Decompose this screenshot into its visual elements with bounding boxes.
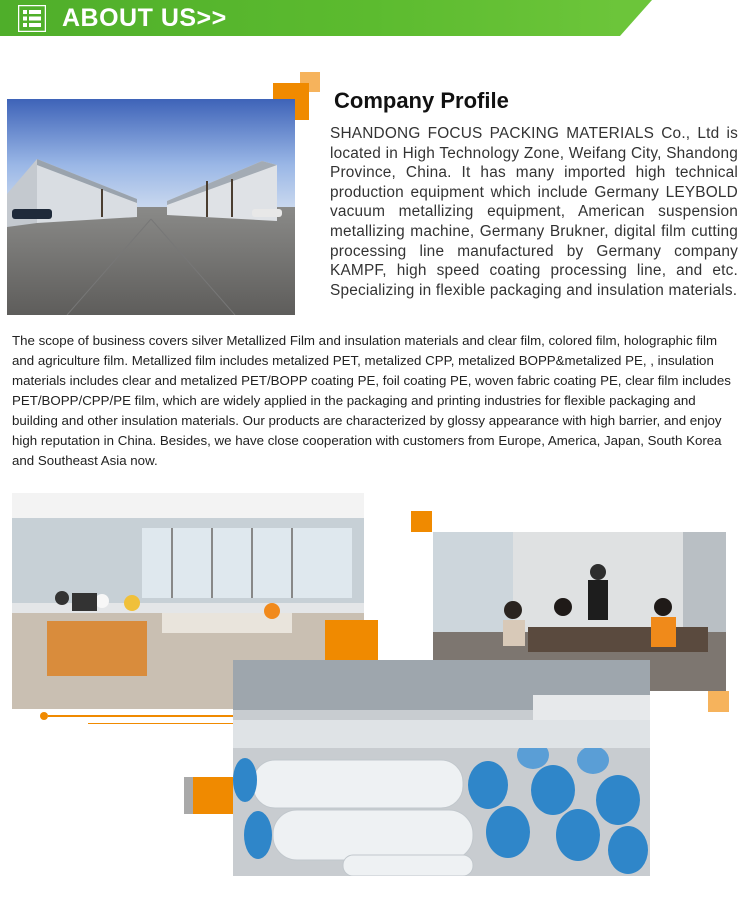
list-icon <box>18 5 46 32</box>
factory-photo <box>7 99 295 315</box>
accent-square <box>411 511 432 532</box>
banner-tail <box>620 0 652 36</box>
accent-square <box>708 691 729 712</box>
company-profile-text: SHANDONG FOCUS PACKING MATERIALS Co., Ltd is located in High Technology Zone, Weifang City, Shandong Province, China. It has many imported high technical production equipment which include Germany LEYBOLD vacuum metallizing equipment, American suspension metallizing machine, Germany Brukner, digital film cutting processing line manufactured by Germany company KAMPF, high speed coating processing line, and etc. Specializing in flexible packaging and insulation materials. <box>330 125 738 299</box>
banner-title: ABOUT US>> <box>62 4 227 32</box>
company-profile-title: Company Profile <box>334 88 509 113</box>
warehouse-photo <box>233 660 650 876</box>
about-us-banner <box>0 0 750 36</box>
accent-square <box>193 777 233 814</box>
business-scope-text: The scope of business covers silver Metallized Film and insulation materials and clear film, colored film, holographic film and agriculture film. Metallized film includes metalized PET, metalized CPP, metalized BOPP&metalized PE, , insulation materials includes clear and metalized PET/BOPP coating PE, foil coating PE, woven fabric coating PE, clear film includes PET/BOPP/CPP/PE film, which are widely applied in the packaging and printing industries for flexible packaging and building and other insulation materials. Our products are characterized by glossy appearance with high barrier, and enjoy high reputation in China. Besides, we have close cooperation with customers from Europe, America, Japan, South Korea and Southeast Asia now. <box>12 333 731 468</box>
timeline-dot <box>40 712 48 720</box>
